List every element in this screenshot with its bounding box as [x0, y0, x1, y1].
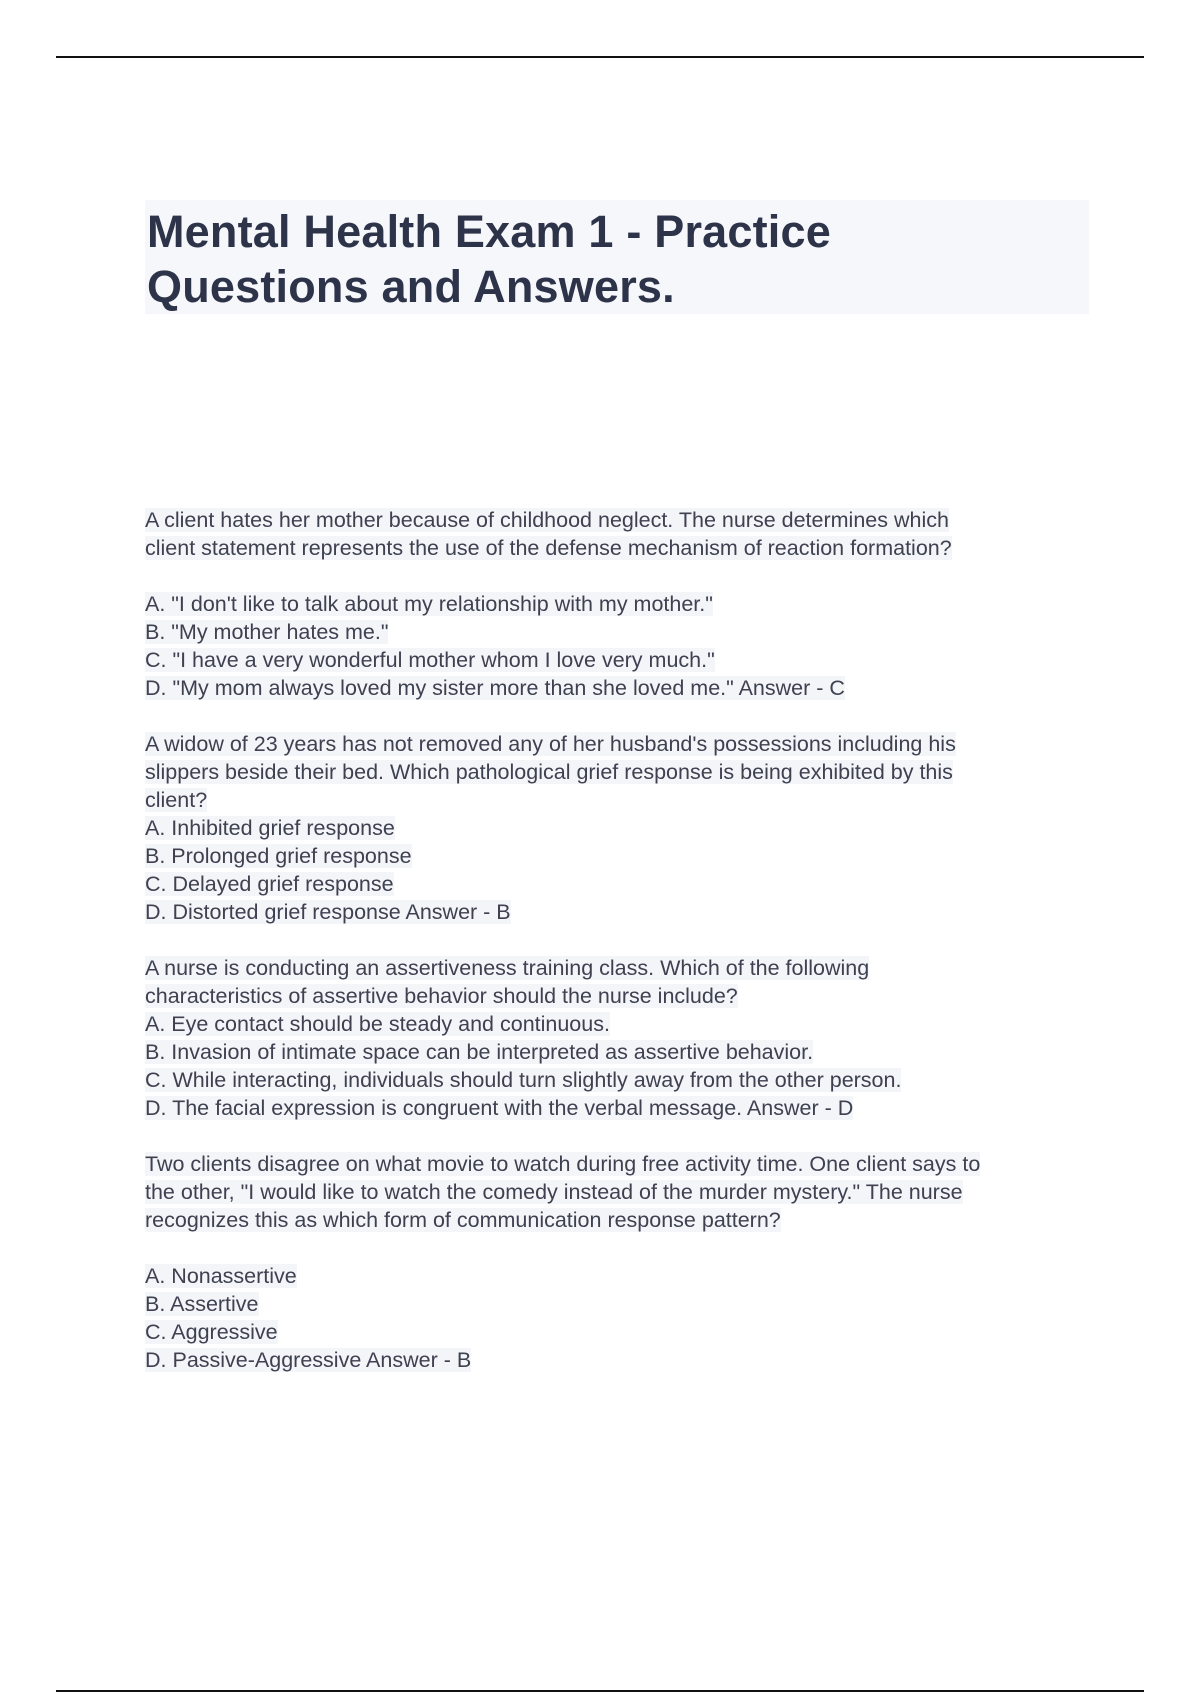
- answer-option: A. Eye contact should be steady and continuous.: [145, 1012, 610, 1036]
- answer-option: B. Invasion of intimate space can be interpreted as assertive behavior.: [145, 1040, 814, 1064]
- question-2: [145, 730, 1105, 926]
- question-stem-line: slippers beside their bed. Which pathological grief response is being exhibited by this: [145, 760, 953, 784]
- answer-option: D. The facial expression is congruent with the verbal message. Answer - D: [145, 1096, 854, 1120]
- question-stem-line: A nurse is conducting an assertiveness training class. Which of the following: [145, 956, 870, 980]
- question-3: [145, 954, 1105, 1122]
- question-stem-line: the other, "I would like to watch the comedy instead of the murder mystery." The nurse: [145, 1180, 963, 1204]
- answer-option: D. "My mom always loved my sister more than she loved me." Answer - C: [145, 676, 845, 700]
- answer-option: D. Passive-Aggressive Answer - B: [145, 1348, 472, 1372]
- answer-option: B. Assertive: [145, 1292, 259, 1316]
- document-title: [145, 200, 1089, 314]
- question-stem-line: client?: [145, 788, 208, 812]
- question-stem-line: characteristics of assertive behavior should the nurse include?: [145, 984, 738, 1008]
- answer-option: D. Distorted grief response Answer - B: [145, 900, 511, 924]
- questions-list: [145, 506, 1105, 1374]
- question-stem-line: recognizes this as which form of communication response pattern?: [145, 1208, 781, 1232]
- answer-option: C. Aggressive: [145, 1320, 278, 1344]
- question-stem-line: client statement represents the use of the defense mechanism of reaction formation?: [145, 536, 952, 560]
- answer-option: A. "I don't like to talk about my relationship with my mother.": [145, 592, 713, 616]
- question-stem-line: A widow of 23 years has not removed any of her husband's possessions including his: [145, 732, 956, 756]
- question-4: [145, 1150, 1105, 1374]
- answer-option: B. Prolonged grief response: [145, 844, 412, 868]
- title-line-1: Mental Health Exam 1 - Practice: [147, 206, 831, 257]
- answer-option: C. "I have a very wonderful mother whom I love very much.": [145, 648, 715, 672]
- answer-option: A. Nonassertive: [145, 1264, 297, 1288]
- answer-option: C. Delayed grief response: [145, 872, 394, 896]
- question-stem-line: Two clients disagree on what movie to watch during free activity time. One client says to: [145, 1152, 981, 1176]
- bottom-rule: [56, 1690, 1144, 1692]
- question-1: [145, 506, 1105, 702]
- top-rule: [56, 56, 1144, 58]
- answer-option: A. Inhibited grief response: [145, 816, 395, 840]
- question-stem-line: A client hates her mother because of childhood neglect. The nurse determines which: [145, 508, 949, 532]
- title-line-2: Questions and Answers.: [147, 261, 675, 312]
- answer-option: C. While interacting, individuals should turn slightly away from the other person.: [145, 1068, 902, 1092]
- answer-option: B. "My mother hates me.": [145, 620, 389, 644]
